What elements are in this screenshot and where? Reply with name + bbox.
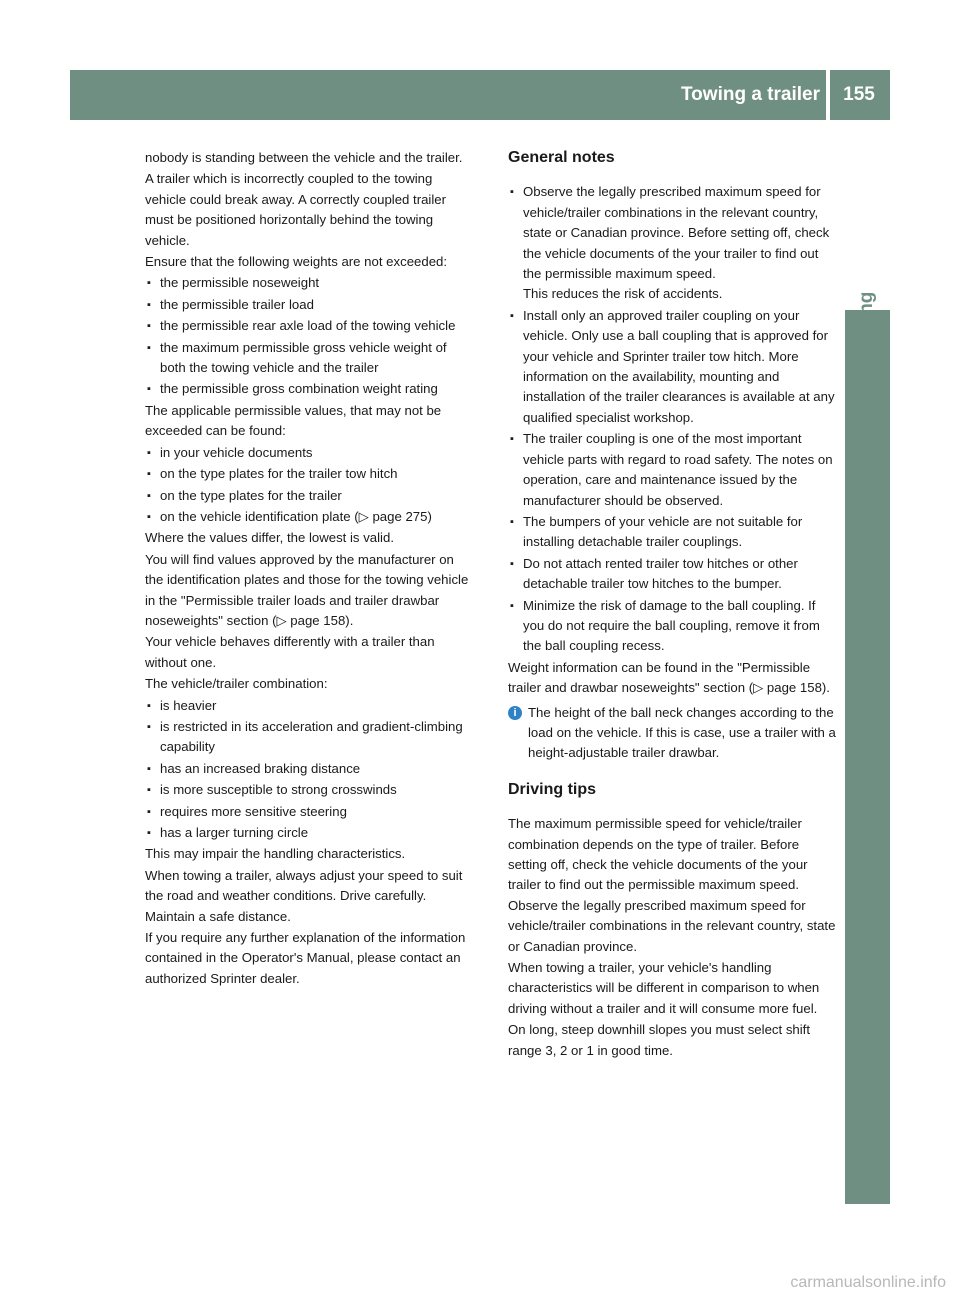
list-item: ▪ the maximum permissible gross vehicle weight of both the towing vehicle and the trailer xyxy=(145,338,470,379)
list-item xyxy=(508,554,836,595)
list-item xyxy=(508,512,836,553)
left-column xyxy=(145,148,470,990)
weights-list xyxy=(145,273,470,399)
info-note xyxy=(508,703,836,764)
paragraph: This may impair the handling characteristics. xyxy=(145,846,406,862)
paragraph: Where the values differ, the lowest is valid. xyxy=(145,530,394,546)
paragraph: Your vehicle behaves differently with a trailer than without one. xyxy=(145,634,435,670)
paragraph: The maximum permissible speed for vehicle/trailer combination depends on the type of trailer. Before setting off, check the vehicle documents of the your trailer to find out the permissible maximum speed. Observe the legally prescribed maximum speed for vehicle/trailer combinations in the relevant country, state or Canadian province. xyxy=(508,816,836,954)
driving-tips-heading: Driving tips xyxy=(508,780,597,798)
info-icon: i xyxy=(508,706,522,720)
list-item: ▪ the permissible trailer load xyxy=(145,295,470,315)
list-item: ▪ has an increased braking distance xyxy=(145,759,470,779)
list-item: ▪ is heavier xyxy=(145,696,470,716)
paragraph: The vehicle/trailer combination: xyxy=(145,676,328,692)
general-notes-heading: General notes xyxy=(508,149,615,166)
page-number: 155 xyxy=(843,84,875,105)
paragraph: You will find values approved by the manufacturer on the identification plates and those for the towing vehicle in the "Permissible trailer loads and trailer drawbar noseweights" section (▷ page 158). xyxy=(145,551,469,628)
list-item: ▪ on the type plates for the trailer xyxy=(145,486,470,506)
general-notes-list xyxy=(508,182,836,656)
list-item: ▪ the permissible rear axle load of the towing vehicle xyxy=(145,316,470,336)
paragraph: The applicable permissible values, that may not be exceeded can be found: xyxy=(145,402,442,439)
paragraph: On long, steep downhill slopes you must select shift range 3, 2 or 1 in good time. xyxy=(508,1022,811,1058)
paragraph: When towing a trailer, your vehicle's handling characteristics will be different in comparison to when driving without a trailer and it will consume more fuel. xyxy=(508,960,820,1016)
list-item xyxy=(508,306,836,428)
sources-list xyxy=(145,443,470,528)
list-item xyxy=(508,182,836,304)
page-title: Towing a trailer xyxy=(680,84,820,105)
paragraph: Weight information can be found in the "Permissible trailer and drawbar noseweights" section (▷ page 158). xyxy=(508,659,830,696)
combination-list xyxy=(145,696,470,844)
list-item-text: ▪ Minimize the risk of damage to the ball coupling. If you do not require the ball coupling, remove it from the ball coupling recess. xyxy=(523,597,820,654)
list-item: ▪ in your vehicle documents xyxy=(145,443,470,463)
list-item: ▪ requires more sensitive steering xyxy=(145,802,470,822)
list-item xyxy=(508,596,836,657)
list-item: ▪ on the vehicle identification plate (▷ page 275) xyxy=(145,507,470,527)
right-column xyxy=(508,148,836,1062)
section-tab-label: Driving and parking xyxy=(856,291,877,470)
paragraph: Ensure that the following weights are not exceeded: xyxy=(145,254,448,270)
list-item: ▪ is more susceptible to strong crosswinds xyxy=(145,780,470,800)
list-item xyxy=(508,429,836,511)
list-item: ▪ on the type plates for the trailer tow hitch xyxy=(145,464,470,484)
list-item-text: ▪ The trailer coupling is one of the most important vehicle parts with regard to road safety. The notes on operation, care and maintenance issued by the manufacturer should be observed. xyxy=(523,431,833,508)
list-item-text: This reduces the risk of accidents. xyxy=(523,286,723,302)
list-item-text: ▪ Do not attach rented trailer tow hitches or other detachable trailer tow hitches to the bumper. xyxy=(523,555,798,592)
list-item-text: ▪ Observe the legally prescribed maximum speed for vehicle/trailer combinations in the relevant country, state or Canadian province. Before setting off, check the vehicle documents of the your trailer to find out the permissible maximum speed. xyxy=(523,184,830,282)
paragraph: nobody is standing between the vehicle and the trailer. xyxy=(145,150,463,165)
paragraph: A trailer which is incorrectly coupled to the towing vehicle could break away. A correctly coupled trailer must be positioned horizontally behind the towing vehicle. xyxy=(145,171,447,248)
list-item-text: ▪ The bumpers of your vehicle are not suitable for installing detachable trailer couplings. xyxy=(523,513,803,550)
list-item: ▪ is restricted in its acceleration and gradient-climbing capability xyxy=(145,717,470,758)
paragraph: When towing a trailer, always adjust your speed to suit the road and weather conditions. Drive carefully. Maintain a safe distance. xyxy=(145,867,463,924)
watermark: carmanualsonline.info xyxy=(790,1274,946,1291)
info-note-text: The height of the ball neck changes according to the load on the vehicle. If this is case, use a trailer with a height-adjustable trailer drawbar. xyxy=(528,704,836,761)
list-item: ▪ has a larger turning circle xyxy=(145,823,470,843)
paragraph: If you require any further explanation of the information contained in the Operator's Manual, please contact an authorized Sprinter dealer. xyxy=(145,930,466,986)
list-item: ▪ the permissible noseweight xyxy=(145,273,470,293)
header-separator xyxy=(826,70,830,120)
list-item: ▪ the permissible gross combination weight rating xyxy=(145,379,470,399)
list-item-text: ▪ Install only an approved trailer coupling on your vehicle. Only use a ball coupling that is approved for your vehicle and Sprinter trailer tow hitch. More information on the availability, mounting and installation of the trailer clearances is available at any qualified specialist workshop. xyxy=(523,307,835,425)
